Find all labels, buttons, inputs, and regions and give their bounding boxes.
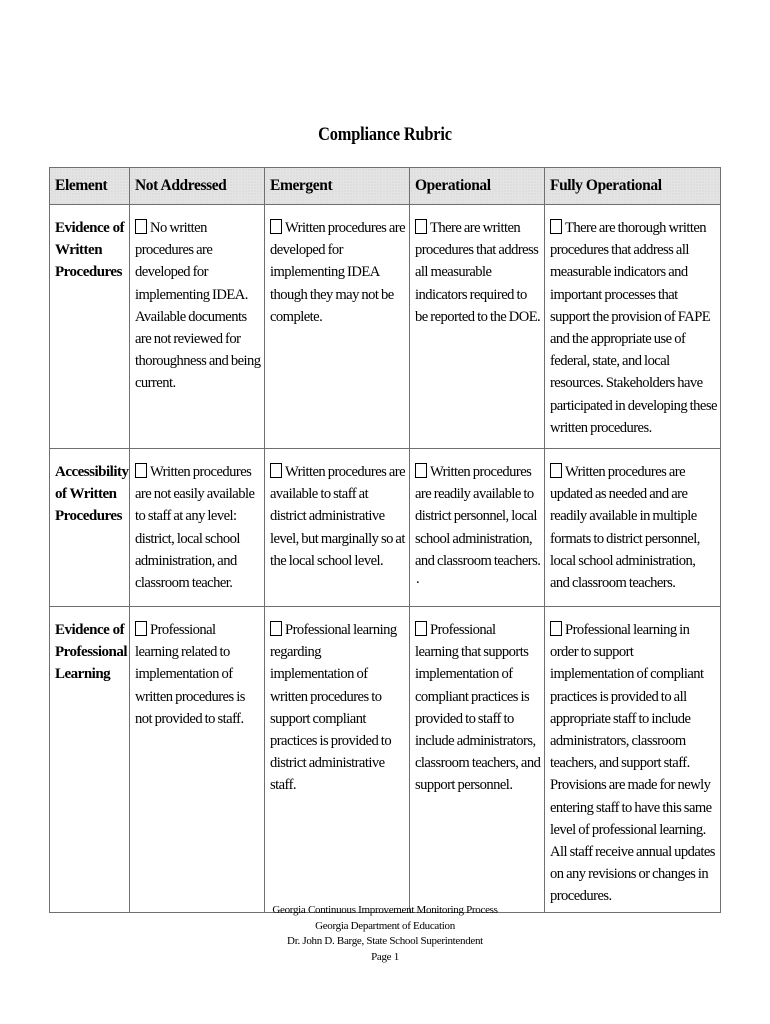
element-label-line: Procedures	[55, 508, 122, 524]
rubric-cell	[130, 449, 265, 607]
document-title: Compliance Rubric	[318, 124, 452, 145]
rubric-description: Written procedures are readily available to district personnel, local school administration, and classroom teachers.	[415, 464, 541, 569]
page-number: Page 1	[371, 950, 399, 963]
element-label-line: Procedures	[55, 264, 122, 280]
rubric-cell	[130, 607, 265, 913]
table-header-row	[50, 168, 721, 205]
rubric-description: Written procedures are not easily available to staff at any level: district, local school administration, and classroom teacher.	[135, 464, 255, 592]
element-cell	[50, 607, 130, 913]
rubric-description: Written procedures are developed for implementing IDEA though they may not be complete.	[270, 220, 406, 325]
footer-line: Georgia Continuous Improvement Monitoring Process	[272, 904, 498, 916]
header-operational: Operational	[410, 168, 545, 205]
header-emergent: Emergent	[265, 168, 410, 205]
rubric-cell	[545, 205, 721, 449]
checkbox-icon[interactable]	[135, 219, 147, 234]
rubric-description: There are thorough written procedures that address all measurable indicators and important processes that support the provision of FAPE and the appropriate use of federal, state, and local resources. Stakeholders have participated in developing these written procedures.	[550, 220, 717, 436]
stray-mark: .	[416, 571, 420, 588]
footer-line: Dr. John D. Barge, State School Superintendent	[287, 935, 483, 947]
compliance-rubric-table	[49, 167, 721, 913]
header-fully-operational: Fully Operational	[545, 168, 721, 205]
rubric-description: Written procedures are available to staff at district administrative level, but marginally so at the local school level.	[270, 464, 406, 569]
checkbox-icon[interactable]	[415, 621, 427, 636]
page-footer	[0, 903, 770, 965]
element-cell	[50, 205, 130, 449]
rubric-cell	[545, 607, 721, 913]
checkbox-icon[interactable]	[550, 463, 562, 478]
element-label-line: Evidence of	[55, 220, 125, 236]
table-row	[50, 205, 721, 449]
checkbox-icon[interactable]	[415, 463, 427, 478]
rubric-cell	[265, 607, 410, 913]
rubric-description: Professional learning that supports implementation of compliant practices is provided to staff to include administrators, classroom teachers, and support personnel.	[415, 622, 541, 794]
table-row	[50, 607, 721, 913]
element-cell	[50, 449, 130, 607]
rubric-cell	[410, 449, 545, 607]
rubric-description: Professional learning regarding implementation of written procedures to support compliant practices is provided to district administrative staff.	[270, 622, 397, 794]
rubric-cell	[545, 449, 721, 607]
rubric-description: No written procedures are developed for implementing IDEA. Available documents are not reviewed for thoroughness and being current.	[135, 220, 261, 392]
rubric-cell	[410, 205, 545, 449]
rubric-cell	[265, 205, 410, 449]
header-element: Element	[50, 168, 130, 205]
checkbox-icon[interactable]	[270, 219, 282, 234]
element-label-line: of Written	[55, 486, 117, 502]
rubric-description: There are written procedures that address all measurable indicators required to be reported to the DOE.	[415, 220, 541, 325]
element-label-line: Accessibility	[55, 464, 129, 480]
checkbox-icon[interactable]	[135, 463, 147, 478]
rubric-cell	[410, 607, 545, 913]
element-label-line: Evidence of	[55, 622, 125, 638]
checkbox-icon[interactable]	[550, 219, 562, 234]
checkbox-icon[interactable]	[270, 463, 282, 478]
element-label-line: Professional	[55, 644, 128, 660]
rubric-cell	[265, 449, 410, 607]
checkbox-icon[interactable]	[270, 621, 282, 636]
checkbox-icon[interactable]	[135, 621, 147, 636]
table-row	[50, 449, 721, 607]
element-label-line: Written	[55, 242, 103, 258]
rubric-description: Professional learning in order to support implementation of compliant practices is provided to all appropriate staff to include administrators, classroom teachers, and support staff. Provisions are made for newly entering staff to have this same level of professional learning. All staff receive annual updates on any revisions or changes in procedures.	[550, 622, 715, 905]
rubric-description: Professional learning related to implementation of written procedures is not provided to staff.	[135, 622, 245, 727]
rubric-description: Written procedures are updated as needed and are readily available in multiple formats to district personnel, local school administration, and classroom teachers.	[550, 464, 700, 592]
checkbox-icon[interactable]	[550, 621, 562, 636]
checkbox-icon[interactable]	[415, 219, 427, 234]
element-label-line: Learning	[55, 666, 111, 682]
header-not-addressed: Not Addressed	[130, 168, 265, 205]
footer-line: Georgia Department of Education	[315, 919, 455, 932]
rubric-cell	[130, 205, 265, 449]
